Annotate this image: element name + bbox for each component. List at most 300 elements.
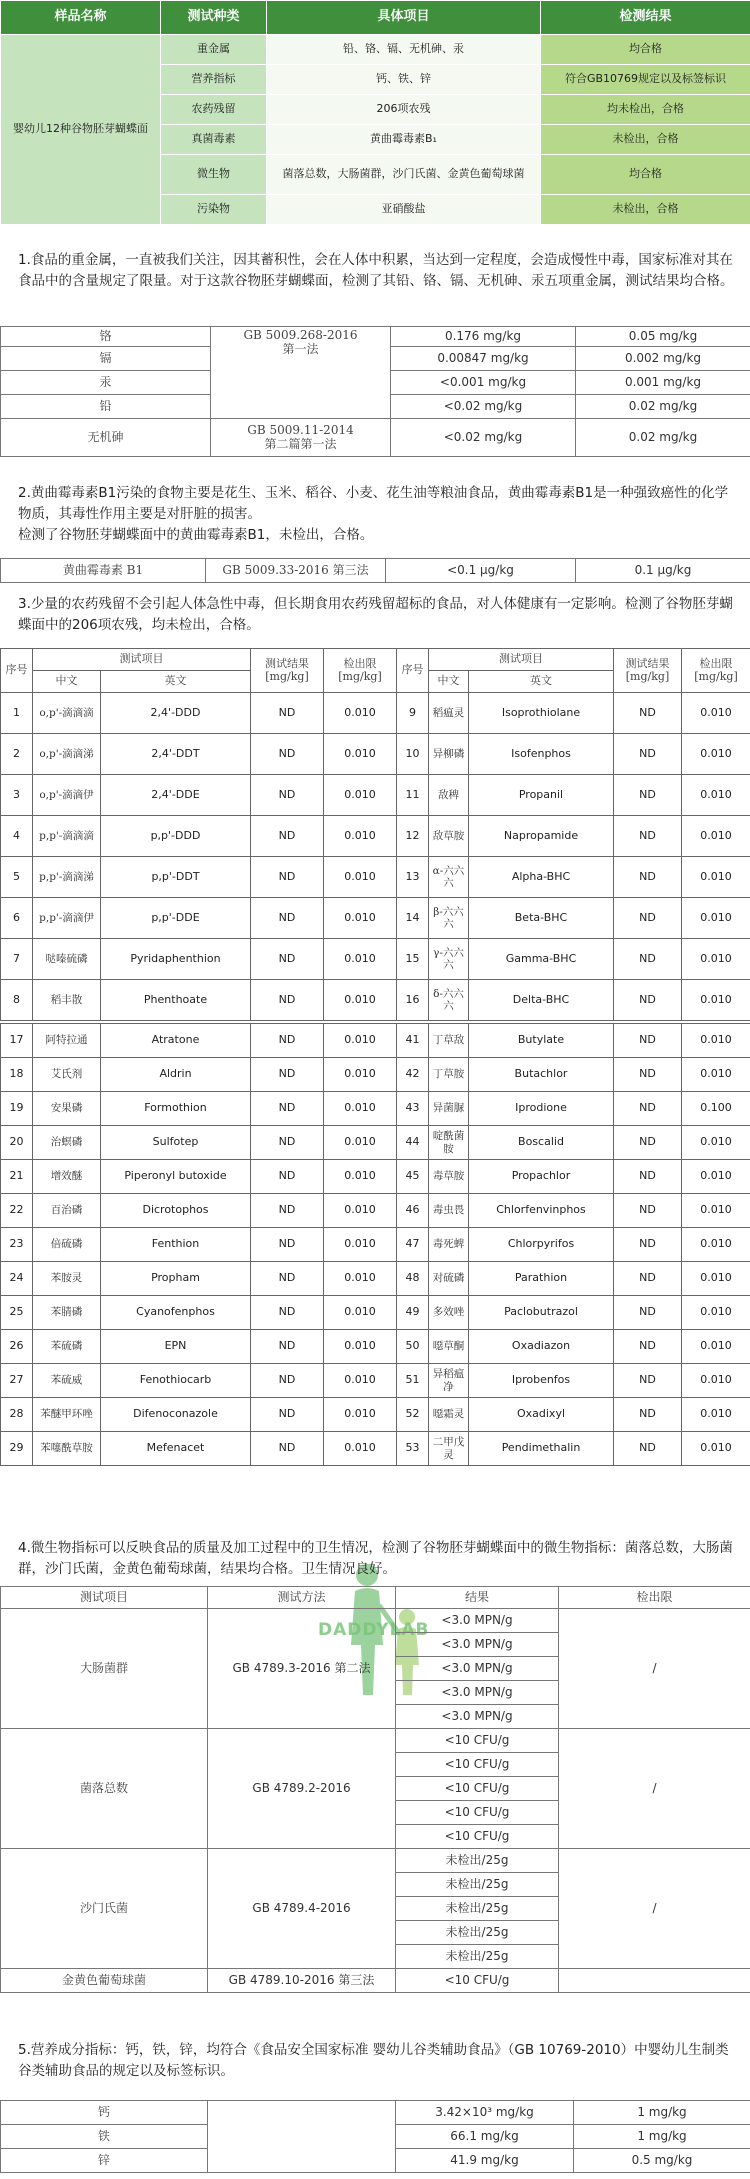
pesticide-result: ND	[614, 1024, 682, 1058]
pesticide-en-name: Atratone	[101, 1024, 251, 1058]
pesticide-result: ND	[614, 1432, 682, 1466]
pesticide-en-name: 2,4'-DDT	[101, 734, 251, 775]
pesticide-result: ND	[614, 1228, 682, 1262]
pesticide-seq: 52	[397, 1398, 429, 1432]
microbe-result: 未检出/25g	[396, 1945, 559, 1969]
pesticide-seq: 46	[397, 1194, 429, 1228]
header-method: 测试方法	[208, 1587, 396, 1609]
header-seq: 序号	[1, 649, 33, 693]
pesticide-row	[1, 1092, 750, 1126]
pesticide-seq: 3	[1, 775, 33, 816]
pesticide-result: ND	[251, 939, 324, 980]
pesticide-cn-name: 哒嗪硫磷	[33, 939, 101, 980]
header-limit: 检出限 [mg/kg]	[682, 649, 750, 693]
metal-value: 0.176 mg/kg	[391, 327, 576, 347]
pesticide-row	[1, 1432, 750, 1466]
pesticide-en-name: Cyanofenphos	[101, 1296, 251, 1330]
header-cn: 中文	[33, 671, 101, 693]
pesticide-seq: 26	[1, 1330, 33, 1364]
pesticide-limit: 0.010	[682, 1058, 750, 1092]
section2-conclusion: 检测了谷物胚芽蝴蝶面中的黄曲霉毒素B1，未检出，合格。	[18, 527, 374, 543]
pesticide-row	[1, 1398, 750, 1432]
metal-value: <0.02 mg/kg	[391, 419, 576, 457]
header-test-item: 测试项目	[429, 649, 614, 671]
microbe-limit	[559, 1969, 750, 1993]
items-cell: 黄曲霉毒素B₁	[267, 125, 541, 155]
pesticide-seq: 22	[1, 1194, 33, 1228]
pesticide-result: ND	[614, 857, 682, 898]
pesticide-seq: 5	[1, 857, 33, 898]
pesticide-seq: 6	[1, 898, 33, 939]
method-line: GB 5009.268-2016	[243, 328, 358, 342]
pesticide-row	[1, 1194, 750, 1228]
pesticide-en-name: 2,4'-DDE	[101, 775, 251, 816]
pesticide-seq: 9	[397, 693, 429, 734]
pesticide-limit: 0.010	[682, 1126, 750, 1160]
microbe-name: 菌落总数	[1, 1729, 208, 1849]
pesticide-cn-name: γ-六六六	[429, 939, 469, 980]
pesticide-result: ND	[251, 1092, 324, 1126]
pesticide-cn-name: 稻丰散	[33, 980, 101, 1021]
microbe-name: 沙门氏菌	[1, 1849, 208, 1969]
pesticide-result: ND	[614, 980, 682, 1021]
nutrient-value: 41.9 mg/kg	[396, 2149, 574, 2173]
pesticide-cn-name: p,p'-滴滴伊	[33, 898, 101, 939]
pesticide-seq: 12	[397, 816, 429, 857]
pesticide-cn-name: 增效醚	[33, 1160, 101, 1194]
category-cell: 农药残留	[161, 95, 267, 125]
microbe-name: 金黄色葡萄球菌	[1, 1969, 208, 1993]
pesticide-en-name: Oxadiazon	[469, 1330, 614, 1364]
pesticide-en-name: Beta-BHC	[469, 898, 614, 939]
pesticide-cn-name: 苯噻酰草胺	[33, 1432, 101, 1466]
pesticide-table-continued	[0, 1023, 750, 1466]
items-cell: 钙、铁、锌	[267, 65, 541, 95]
pesticide-cn-name: 苯胺灵	[33, 1262, 101, 1296]
microbe-result: 未检出/25g	[396, 1873, 559, 1897]
section3-text: 3.少量的农药残留不会引起人体急性中毒，但长期食用农药残留超标的食品，对人体健康有一定影响。检测了谷物胚芽蝴蝶面中的206项农残，均未检出，合格。	[18, 596, 733, 633]
pesticide-cn-name: p,p'-滴滴滴	[33, 816, 101, 857]
pesticide-limit: 0.010	[324, 1126, 397, 1160]
pesticide-rows-a	[1, 693, 750, 1021]
pesticide-limit: 0.010	[324, 1194, 397, 1228]
pesticide-row	[1, 1160, 750, 1194]
pesticide-limit: 0.100	[682, 1092, 750, 1126]
category-cell: 真菌毒素	[161, 125, 267, 155]
metal-limit: 0.002 mg/kg	[576, 347, 750, 371]
pesticide-seq: 17	[1, 1024, 33, 1058]
microbe-result: 未检出/25g	[396, 1897, 559, 1921]
method-cell	[211, 327, 391, 419]
pesticide-seq: 49	[397, 1296, 429, 1330]
section2-text	[18, 483, 734, 546]
pesticide-cn-name: 异柳磷	[429, 734, 469, 775]
nutrient-name: 铁	[1, 2125, 208, 2149]
pesticide-en-name: Gamma-BHC	[469, 939, 614, 980]
nutrient-name: 锌	[1, 2149, 208, 2173]
microbe-limit: /	[559, 1609, 750, 1729]
pesticide-cn-name: 苯硫威	[33, 1364, 101, 1398]
result-cell: 均合格	[541, 35, 750, 65]
pesticide-limit: 0.010	[682, 816, 750, 857]
result-cell: 均合格	[541, 155, 750, 195]
metal-name: 汞	[1, 371, 211, 395]
header-items: 具体项目	[267, 1, 541, 35]
items-cell: 菌落总数，大肠菌群，沙门氏菌、金黄色葡萄球菌	[267, 155, 541, 195]
pesticide-seq: 7	[1, 939, 33, 980]
pesticide-cn-name: 多效唑	[429, 1296, 469, 1330]
pesticide-limit: 0.010	[682, 693, 750, 734]
pesticide-cn-name: 毒虫畏	[429, 1194, 469, 1228]
pesticide-seq: 10	[397, 734, 429, 775]
microbe-result: <10 CFU/g	[396, 1969, 559, 1993]
pesticide-seq: 50	[397, 1330, 429, 1364]
pesticide-result: ND	[251, 1058, 324, 1092]
microbe-result: 未检出/25g	[396, 1921, 559, 1945]
microbe-result: 未检出/25g	[396, 1849, 559, 1873]
pesticide-limit: 0.010	[682, 1228, 750, 1262]
pesticide-result: ND	[251, 1262, 324, 1296]
pesticide-cn-name: 百治磷	[33, 1194, 101, 1228]
pesticide-limit: 0.010	[682, 1194, 750, 1228]
pesticide-limit: 0.010	[682, 1398, 750, 1432]
metal-value: 0.00847 mg/kg	[391, 347, 576, 371]
pesticide-seq: 15	[397, 939, 429, 980]
pesticide-result: ND	[251, 775, 324, 816]
nutrient-name: 钙	[1, 2101, 208, 2125]
category-cell: 污染物	[161, 195, 267, 225]
section5-text: 5.营养成分指标：钙，铁，锌，均符合《食品安全国家标准 婴幼儿谷类辅助食品》（GB 10769-2010）中婴幼儿生制类谷类辅助食品的规定以及标签标识。	[18, 2042, 729, 2079]
pesticide-limit: 0.010	[324, 857, 397, 898]
pesticide-limit: 0.010	[682, 1296, 750, 1330]
pesticide-limit: 0.010	[324, 980, 397, 1021]
pesticide-seq: 4	[1, 816, 33, 857]
result-cell: 均未检出，合格	[541, 95, 750, 125]
pesticide-cn-name: 艾氏剂	[33, 1058, 101, 1092]
pesticide-en-name: Isofenphos	[469, 734, 614, 775]
pesticide-cn-name: β-六六六	[429, 898, 469, 939]
pesticide-result: ND	[251, 734, 324, 775]
microbe-result: <10 CFU/g	[396, 1801, 559, 1825]
microbe-row	[1, 1969, 750, 1993]
pesticide-row	[1, 1024, 750, 1058]
metal-name: 铬	[1, 327, 211, 347]
pesticide-result: ND	[614, 1092, 682, 1126]
method-line: 第二篇第一法	[264, 436, 337, 451]
pesticide-limit: 0.010	[682, 775, 750, 816]
pesticide-en-name: Parathion	[469, 1262, 614, 1296]
pesticide-cn-name: o,p'-滴滴涕	[33, 734, 101, 775]
pesticide-en-name: Difenoconazole	[101, 1398, 251, 1432]
pesticide-row	[1, 939, 750, 980]
pesticide-en-name: Fenthion	[101, 1228, 251, 1262]
pesticide-seq: 51	[397, 1364, 429, 1398]
pesticide-seq: 53	[397, 1432, 429, 1466]
pesticide-cn-name: 稻瘟灵	[429, 693, 469, 734]
watermark-text: DADDYLAB	[318, 1620, 430, 1640]
pesticide-result: ND	[251, 1364, 324, 1398]
pesticide-en-name: Butylate	[469, 1024, 614, 1058]
pesticide-seq: 27	[1, 1364, 33, 1398]
metal-value: <0.001 mg/kg	[391, 371, 576, 395]
items-cell: 亚硝酸盐	[267, 195, 541, 225]
pesticide-cn-name: 异菌脲	[429, 1092, 469, 1126]
aflatoxin-table	[0, 558, 750, 583]
pesticide-cn-name: 敌草胺	[429, 816, 469, 857]
pesticide-result: ND	[614, 775, 682, 816]
pesticide-seq: 11	[397, 775, 429, 816]
pesticide-seq: 23	[1, 1228, 33, 1262]
nutrient-method	[208, 2101, 396, 2173]
pesticide-limit: 0.010	[682, 939, 750, 980]
microbe-limit: /	[559, 1729, 750, 1849]
pesticide-limit: 0.010	[324, 1228, 397, 1262]
header-result: 测试结果 [mg/kg]	[251, 649, 324, 693]
pesticide-result: ND	[251, 1024, 324, 1058]
nutrient-limit: 0.5 mg/kg	[574, 2149, 750, 2173]
pesticide-limit: 0.010	[324, 775, 397, 816]
pesticide-en-name: Chlorpyrifos	[469, 1228, 614, 1262]
pesticide-row	[1, 693, 750, 734]
category-cell: 重金属	[161, 35, 267, 65]
metal-limit: 0.05 mg/kg	[576, 327, 750, 347]
pesticide-row	[1, 1058, 750, 1092]
section4-text: 4.微生物指标可以反映食品的质量及加工过程中的卫生情况，检测了谷物胚芽蝴蝶面中的微生物指标：菌落总数，大肠菌群，沙门氏菌，金黄色葡萄球菌，结果均合格。卫生情况良好。	[18, 1540, 733, 1577]
pesticide-limit: 0.010	[682, 1024, 750, 1058]
pesticide-cn-name: α-六六六	[429, 857, 469, 898]
pesticide-cn-name: 丁草敌	[429, 1024, 469, 1058]
pesticide-en-name: Phenthoate	[101, 980, 251, 1021]
pesticide-seq: 20	[1, 1126, 33, 1160]
pesticide-en-name: Iprobenfos	[469, 1364, 614, 1398]
pesticide-en-name: 2,4'-DDD	[101, 693, 251, 734]
pesticide-result: ND	[614, 693, 682, 734]
pesticide-cn-name: 敌稗	[429, 775, 469, 816]
microbe-method: GB 4789.4-2016	[208, 1849, 396, 1969]
pesticide-limit: 0.010	[682, 734, 750, 775]
pesticide-en-name: Aldrin	[101, 1058, 251, 1092]
microbe-result: <10 CFU/g	[396, 1825, 559, 1849]
microbe-limit: /	[559, 1849, 750, 1969]
pesticide-limit: 0.010	[324, 734, 397, 775]
pesticide-en-name: Chlorfenvinphos	[469, 1194, 614, 1228]
pesticide-result: ND	[251, 1296, 324, 1330]
pesticide-result: ND	[614, 1330, 682, 1364]
pesticide-cn-name: 毒草胺	[429, 1160, 469, 1194]
pesticide-cn-name: 治螟磷	[33, 1126, 101, 1160]
pesticide-limit: 0.010	[324, 816, 397, 857]
pesticide-cn-name: 苯腈磷	[33, 1296, 101, 1330]
pesticide-table	[0, 648, 750, 1021]
pesticide-cn-name: 苯醚甲环唑	[33, 1398, 101, 1432]
pesticide-cn-name: o,p'-滴滴滴	[33, 693, 101, 734]
pesticide-en-name: Propanil	[469, 775, 614, 816]
pesticide-cn-name: 倍硫磷	[33, 1228, 101, 1262]
metal-value: <0.02 mg/kg	[391, 395, 576, 419]
pesticide-result: ND	[251, 857, 324, 898]
pesticide-result: ND	[251, 1330, 324, 1364]
microbe-result: <10 CFU/g	[396, 1729, 559, 1753]
pesticide-limit: 0.010	[682, 1262, 750, 1296]
header-item: 测试项目	[1, 1587, 208, 1609]
pesticide-en-name: EPN	[101, 1330, 251, 1364]
microbe-row	[1, 1849, 750, 1873]
pesticide-result: ND	[251, 1228, 324, 1262]
microbe-table	[0, 1586, 750, 1993]
pesticide-result: ND	[614, 1296, 682, 1330]
microbe-result: <3.0 MPN/g	[396, 1681, 559, 1705]
pesticide-seq: 8	[1, 980, 33, 1021]
metal-name: 无机砷	[1, 419, 211, 457]
pesticide-en-name: Formothion	[101, 1092, 251, 1126]
pesticide-result: ND	[251, 1194, 324, 1228]
pesticide-row	[1, 857, 750, 898]
summary-table	[0, 0, 750, 225]
pesticide-en-name: Sulfotep	[101, 1126, 251, 1160]
method-cell	[211, 419, 391, 457]
pesticide-limit: 0.010	[324, 1296, 397, 1330]
pesticide-en-name: Fenothiocarb	[101, 1364, 251, 1398]
pesticide-limit: 0.010	[682, 857, 750, 898]
pesticide-cn-name: 二甲戊灵	[429, 1432, 469, 1466]
pesticide-seq: 16	[397, 980, 429, 1021]
pesticide-row	[1, 775, 750, 816]
pesticide-limit: 0.010	[324, 1398, 397, 1432]
section1-text: 1.食品的重金属，一直被我们关注，因其蓄积性，会在人体中积累，当达到一定程度，会造成慢性中毒，国家标准对其在食品中的含量规定了限量。对于这款谷物胚芽蝴蝶面，检测了其铅、铬、镉、无机砷、汞五项重金属，测试结果均合格。	[18, 252, 734, 289]
pesticide-en-name: Mefenacet	[101, 1432, 251, 1466]
pesticide-en-name: Dicrotophos	[101, 1194, 251, 1228]
metal-name: 铅	[1, 395, 211, 419]
metal-limit: 0.02 mg/kg	[576, 395, 750, 419]
microbe-row	[1, 1609, 750, 1633]
pesticide-en-name: Pendimethalin	[469, 1432, 614, 1466]
microbe-result: <10 CFU/g	[396, 1753, 559, 1777]
pesticide-seq: 2	[1, 734, 33, 775]
microbe-method: GB 4789.3-2016 第二法	[208, 1609, 396, 1729]
pesticide-en-name: Paclobutrazol	[469, 1296, 614, 1330]
aflatoxin-method: GB 5009.33-2016 第三法	[206, 559, 386, 583]
pesticide-cn-name: 啶酰菌胺	[429, 1126, 469, 1160]
pesticide-result: ND	[614, 734, 682, 775]
pesticide-row	[1, 1330, 750, 1364]
header-result: 检测结果	[541, 1, 750, 35]
pesticide-cn-name: 噁霜灵	[429, 1398, 469, 1432]
pesticide-seq: 41	[397, 1024, 429, 1058]
pesticide-seq: 42	[397, 1058, 429, 1092]
section2-paragraph: 2.黄曲霉毒素B1污染的食物主要是花生、玉米、稻谷、小麦、花生油等粮油食品，黄曲霉毒素B1是一种强致癌性的化学物质，其毒性作用主要是对肝脏的损害。	[18, 485, 729, 522]
pesticide-limit: 0.010	[324, 1058, 397, 1092]
nutrient-limit: 1 mg/kg	[574, 2125, 750, 2149]
pesticide-en-name: Propachlor	[469, 1160, 614, 1194]
pesticide-limit: 0.010	[324, 1024, 397, 1058]
pesticide-seq: 1	[1, 693, 33, 734]
microbe-method: GB 4789.10-2016 第三法	[208, 1969, 396, 1993]
pesticide-en-name: Iprodione	[469, 1092, 614, 1126]
result-cell: 符合GB10769规定以及标签标识	[541, 65, 750, 95]
pesticide-seq: 47	[397, 1228, 429, 1262]
pesticide-result: ND	[251, 1432, 324, 1466]
pesticide-cn-name: 毒死蜱	[429, 1228, 469, 1262]
pesticide-result: ND	[614, 1194, 682, 1228]
pesticide-en-name: p,p'-DDD	[101, 816, 251, 857]
pesticide-result: ND	[614, 1058, 682, 1092]
pesticide-row	[1, 1296, 750, 1330]
result-cell: 未检出，合格	[541, 125, 750, 155]
pesticide-row	[1, 1228, 750, 1262]
header-test-item: 测试项目	[33, 649, 251, 671]
pesticide-result: ND	[251, 980, 324, 1021]
pesticide-result: ND	[614, 898, 682, 939]
pesticide-seq: 19	[1, 1092, 33, 1126]
microbe-method: GB 4789.2-2016	[208, 1729, 396, 1849]
pesticide-limit: 0.010	[324, 898, 397, 939]
pesticide-row	[1, 816, 750, 857]
pesticide-row	[1, 898, 750, 939]
pesticide-en-name: Oxadixyl	[469, 1398, 614, 1432]
aflatoxin-value: <0.1 μg/kg	[386, 559, 576, 583]
pesticide-result: ND	[251, 898, 324, 939]
pesticide-seq: 24	[1, 1262, 33, 1296]
pesticide-cn-name: 安果磷	[33, 1092, 101, 1126]
pesticide-limit: 0.010	[324, 1432, 397, 1466]
pesticide-seq: 25	[1, 1296, 33, 1330]
metal-limit: 0.001 mg/kg	[576, 371, 750, 395]
pesticide-limit: 0.010	[682, 1160, 750, 1194]
pesticide-limit: 0.010	[682, 1432, 750, 1466]
pesticide-row	[1, 1262, 750, 1296]
microbe-rows	[1, 1609, 750, 1993]
pesticide-en-name: Boscalid	[469, 1126, 614, 1160]
pesticide-seq: 29	[1, 1432, 33, 1466]
pesticide-row	[1, 1126, 750, 1160]
pesticide-seq: 13	[397, 857, 429, 898]
pesticide-result: ND	[614, 1126, 682, 1160]
result-cell: 未检出，合格	[541, 195, 750, 225]
pesticide-seq: 44	[397, 1126, 429, 1160]
pesticide-en-name: Isoprothiolane	[469, 693, 614, 734]
category-cell: 微生物	[161, 155, 267, 195]
microbe-row	[1, 1729, 750, 1753]
pesticide-result: ND	[251, 1126, 324, 1160]
heavy-metal-table	[0, 326, 750, 457]
pesticide-result: ND	[614, 939, 682, 980]
microbe-result: <3.0 MPN/g	[396, 1609, 559, 1633]
header-category: 测试种类	[161, 1, 267, 35]
pesticide-seq: 48	[397, 1262, 429, 1296]
pesticide-cn-name: 阿特拉通	[33, 1024, 101, 1058]
pesticide-row	[1, 734, 750, 775]
header-sample: 样品名称	[1, 1, 161, 35]
pesticide-limit: 0.010	[682, 898, 750, 939]
pesticide-seq: 45	[397, 1160, 429, 1194]
pesticide-limit: 0.010	[324, 1092, 397, 1126]
microbe-name: 大肠菌群	[1, 1609, 208, 1729]
nutrient-limit: 1 mg/kg	[574, 2101, 750, 2125]
metal-name: 镉	[1, 347, 211, 371]
category-cell: 营养指标	[161, 65, 267, 95]
nutrient-value: 66.1 mg/kg	[396, 2125, 574, 2149]
header-limit: 检出限	[559, 1587, 750, 1609]
pesticide-result: ND	[614, 1398, 682, 1432]
pesticide-en-name: Butachlor	[469, 1058, 614, 1092]
pesticide-limit: 0.010	[682, 1364, 750, 1398]
microbe-result: <10 CFU/g	[396, 1777, 559, 1801]
pesticide-limit: 0.010	[324, 1262, 397, 1296]
pesticide-cn-name: o,p'-滴滴伊	[33, 775, 101, 816]
pesticide-limit: 0.010	[324, 1364, 397, 1398]
pesticide-seq: 43	[397, 1092, 429, 1126]
pesticide-result: ND	[251, 693, 324, 734]
